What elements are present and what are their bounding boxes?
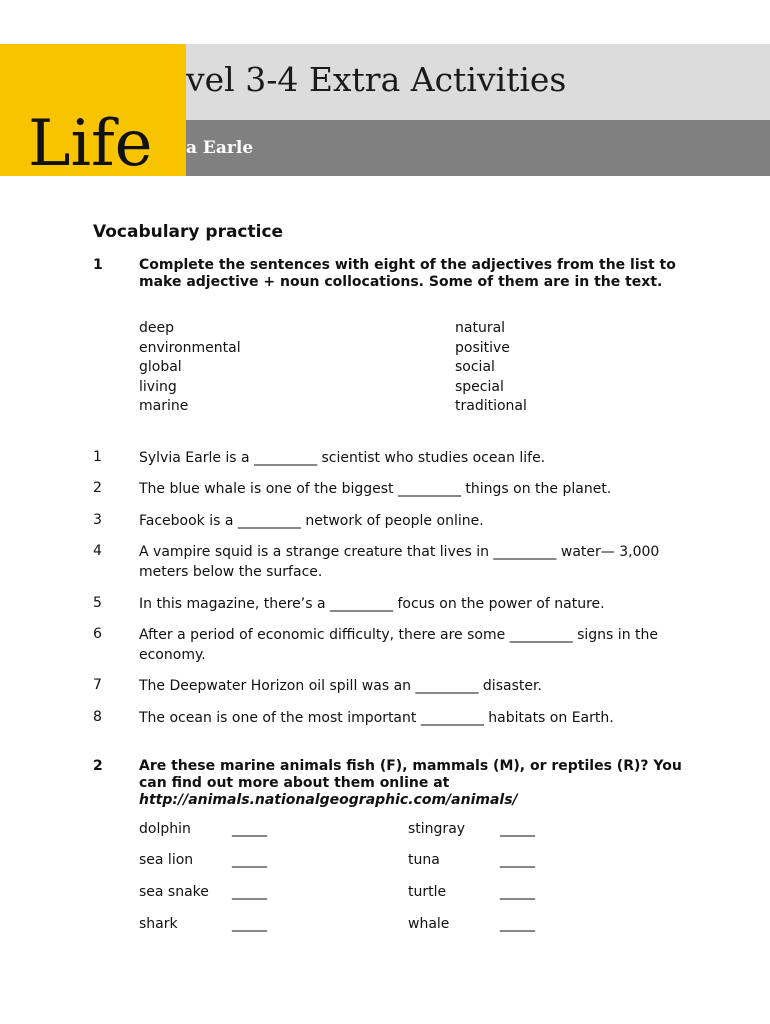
animal-label: sea lion bbox=[139, 852, 194, 868]
question-text: A vampire squid is a strange creature that lives in _________ water— 3,000 meters below the surface. bbox=[139, 544, 660, 580]
exercise-2-number: 2 bbox=[93, 758, 103, 774]
section-title: Vocabulary practice bbox=[93, 222, 284, 242]
exercise-1-instruction: Complete the sentences with eight of the adjectives from the list to make adjective + noun collocations. Some of them are in the text. bbox=[139, 257, 676, 290]
question-text: The Deepwater Horizon oil spill was an _________ disaster. bbox=[139, 678, 542, 694]
word-list-item: marine bbox=[139, 398, 189, 414]
question-number: 3 bbox=[93, 512, 102, 528]
question-number: 5 bbox=[93, 595, 102, 611]
answer-blank[interactable]: _____ bbox=[232, 884, 267, 900]
question-number: 4 bbox=[93, 543, 102, 559]
logo-text: Life bbox=[28, 107, 153, 181]
exercise-1-number: 1 bbox=[93, 257, 103, 273]
animal-label: tuna bbox=[408, 852, 440, 868]
page-title: vel 3-4 Extra Activities bbox=[186, 60, 567, 99]
question-number: 2 bbox=[93, 480, 102, 496]
animal-label: shark bbox=[139, 916, 178, 932]
question-number: 6 bbox=[93, 626, 102, 642]
question-text: In this magazine, there’s a _________ focus on the power of nature. bbox=[139, 596, 605, 612]
question-text: The ocean is one of the most important _________ habitats on Earth. bbox=[139, 710, 614, 726]
animal-label: whale bbox=[408, 916, 450, 932]
animal-label: dolphin bbox=[139, 821, 191, 837]
question-number: 8 bbox=[93, 709, 102, 725]
word-list-item: special bbox=[455, 378, 504, 395]
question-number: 1 bbox=[93, 449, 102, 465]
question-text: After a period of economic difficulty, there are some _________ signs in the economy. bbox=[139, 627, 658, 663]
answer-blank[interactable]: _____ bbox=[232, 916, 267, 932]
word-list-left bbox=[139, 319, 241, 417]
word-list-item: natural bbox=[455, 320, 506, 336]
exercise-2-instruction-text: Are these marine animals fish (F), mammals (M), or reptiles (R)? You can find out more about them online at bbox=[139, 758, 682, 791]
word-list-right bbox=[455, 319, 527, 417]
page-subtitle: a Earle bbox=[186, 138, 254, 158]
word-list-item: global bbox=[139, 359, 182, 375]
word-list-item: positive bbox=[455, 339, 510, 356]
question-text: Facebook is a _________ network of people online. bbox=[139, 513, 484, 529]
word-list-item: living bbox=[139, 378, 177, 395]
answer-blank[interactable]: _____ bbox=[232, 852, 267, 868]
question-text: The blue whale is one of the biggest _________ things on the planet. bbox=[139, 481, 612, 497]
exercise-2-instruction bbox=[139, 758, 699, 809]
animal-label: turtle bbox=[408, 884, 447, 900]
answer-blank[interactable]: _____ bbox=[500, 884, 535, 900]
animal-label: sea snake bbox=[139, 884, 209, 900]
answer-blank[interactable]: _____ bbox=[500, 821, 535, 837]
answer-blank[interactable]: _____ bbox=[500, 852, 535, 868]
word-list-item: social bbox=[455, 359, 495, 375]
question-text: Sylvia Earle is a _________ scientist who studies ocean life. bbox=[139, 450, 546, 466]
word-list-item: traditional bbox=[455, 398, 527, 414]
word-list-item: deep bbox=[139, 320, 174, 336]
logo bbox=[0, 44, 186, 181]
word-list-item: environmental bbox=[139, 339, 241, 356]
answer-blank[interactable]: _____ bbox=[500, 916, 535, 932]
animals-link[interactable]: http://animals.nationalgeographic.com/animals/ bbox=[139, 792, 518, 808]
answer-blank[interactable]: _____ bbox=[232, 821, 267, 837]
animal-label: stingray bbox=[408, 821, 466, 837]
question-number: 7 bbox=[93, 677, 102, 693]
